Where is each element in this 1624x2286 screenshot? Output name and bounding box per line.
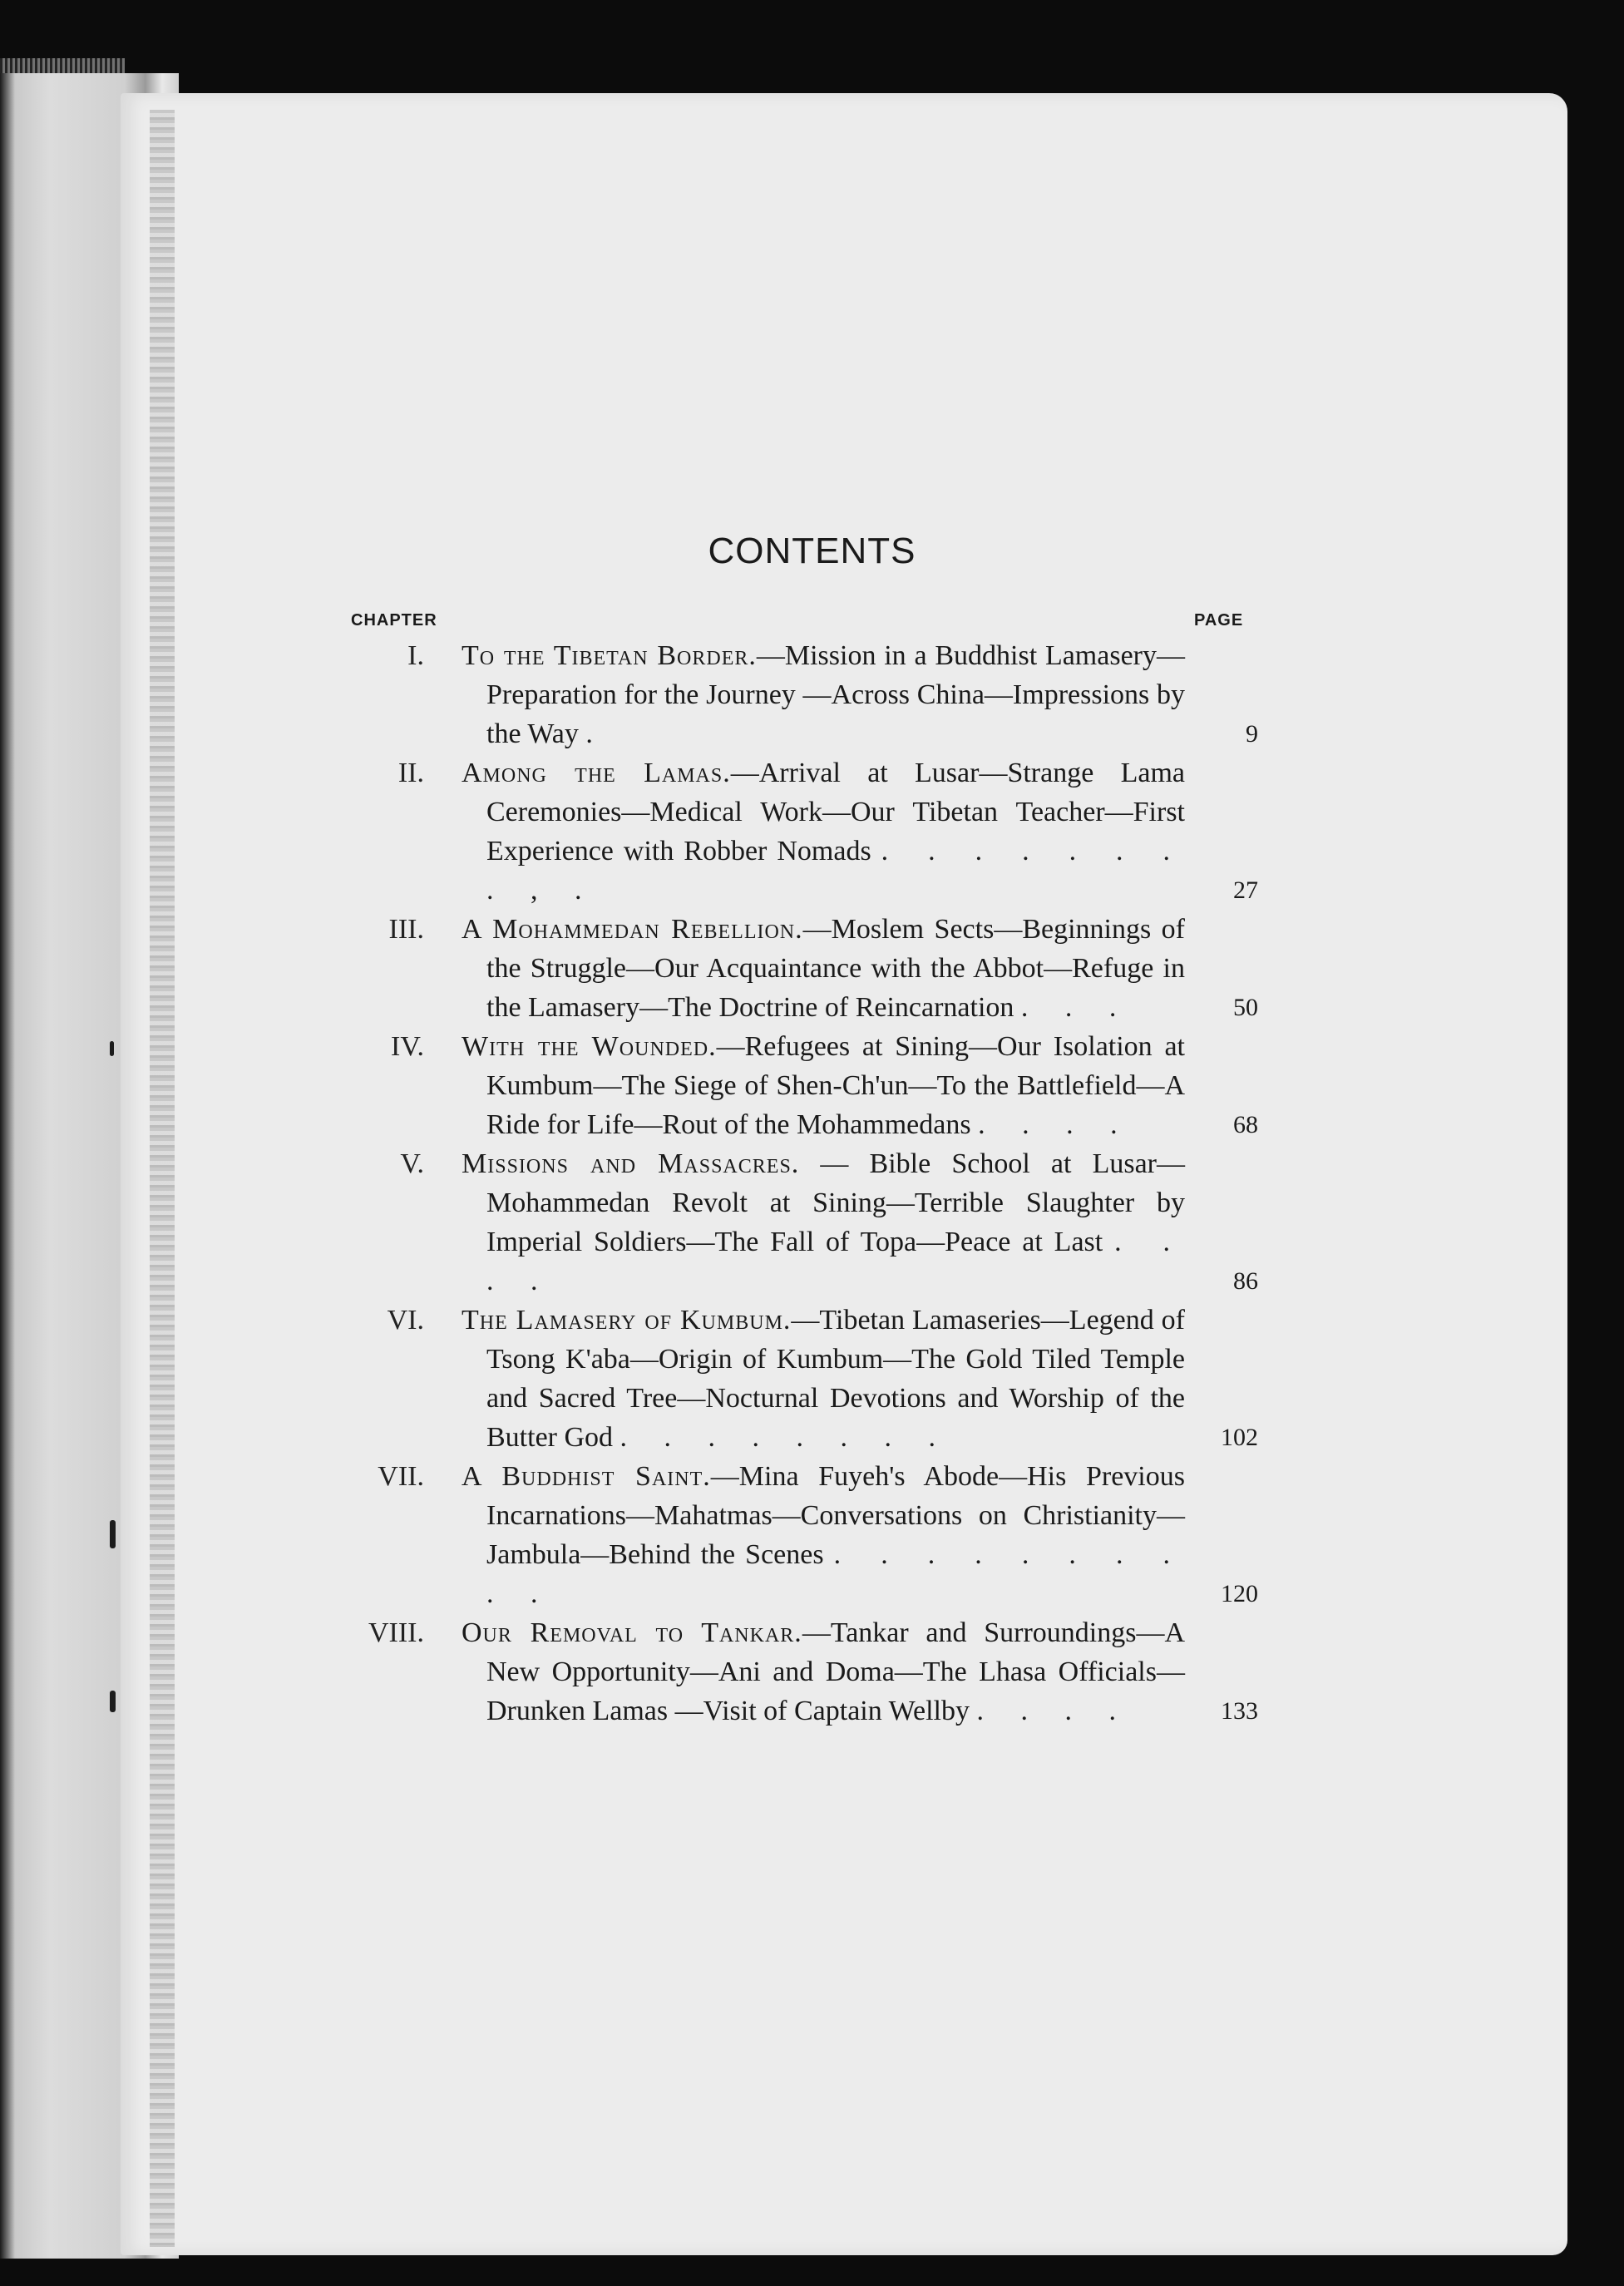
toc-entry [0, 636, 1624, 753]
dot-leader: . . . . [978, 1109, 1133, 1140]
chapter-summary [462, 910, 1185, 1027]
chapter-heading: Our Removal to Tankar. [462, 1617, 802, 1648]
chapter-heading: With the Wounded. [462, 1031, 717, 1062]
chapter-number: V. [400, 1148, 424, 1179]
chapter-topics: —Mission in a Buddhist Lamasery—Preparation for the Journey —Across China—Impressions by the Way [486, 640, 1185, 749]
chapter-heading: The Lamasery of Kumbum. [462, 1305, 792, 1336]
chapter-summary [462, 1613, 1185, 1731]
page-number: 120 [1221, 1580, 1258, 1607]
chapter-summary [462, 636, 1185, 753]
chapter-heading: To the Tibetan Border. [462, 640, 757, 671]
chapter-topics: —Tibetan Lamaseries—Legend of Tsong K'aba—Origin of Kumbum—The Gold Tiled Temple and Sacred Tree—Nocturnal Devotions and Worship of the Butter God [486, 1305, 1185, 1453]
chapter-topics: —Refugees at Sining—Our Isolation at Kumbum—The Siege of Shen-Ch'un—To the Battlefield—A Ride for Life—Rout of the Mohammedans [486, 1031, 1185, 1140]
toc-entry [0, 1301, 1624, 1457]
chapter-summary [462, 1144, 1185, 1301]
page-number: 133 [1221, 1697, 1258, 1725]
toc-entry [0, 910, 1624, 1027]
dot-leader: . . . . . . . . , . [486, 836, 1186, 906]
chapter-number: IV. [391, 1031, 424, 1062]
page-number: 86 [1233, 1267, 1258, 1295]
chapter-heading: Missions and Massacres. [462, 1148, 800, 1179]
toc-entry [0, 1457, 1624, 1613]
toc-entry [0, 753, 1624, 910]
dot-leader: . . . . [486, 1227, 1186, 1296]
dot-leader: . . . . [976, 1696, 1131, 1726]
chapter-heading: A Mohammedan Rebellion. [462, 914, 803, 945]
toc-entry [0, 1027, 1624, 1144]
page-number: 27 [1233, 876, 1258, 904]
chapter-summary [462, 1301, 1185, 1457]
chapter-number: VIII. [368, 1617, 424, 1648]
chapter-topics: —Mina Fuyeh's Abode—His Previous Incarnations—Mahatmas—Conversations on Christianity—Jambula—Behind the Scenes [486, 1461, 1185, 1570]
dot-leader: . . . . . . . . [619, 1422, 951, 1453]
chapter-topics: —Tankar and Surroundings—A New Opportunity—Ani and Doma—The Lhasa Officials—Drunken Lamas —Visit of Captain Wellby [486, 1617, 1185, 1726]
chapter-heading: Among the Lamas. [462, 758, 731, 788]
chapter-column-header: CHAPTER [351, 611, 437, 630]
chapter-summary [462, 1027, 1185, 1144]
chapter-topics: —Arrival at Lusar—Strange Lama Ceremonies—Medical Work—Our Tibetan Teacher—First Experience with Robber Nomads [486, 758, 1186, 867]
toc-entry [0, 1144, 1624, 1301]
chapter-number: II. [397, 758, 424, 788]
page-column-header: PAGE [1194, 611, 1244, 630]
toc-entry [0, 1613, 1624, 1731]
chapter-number: III. [388, 914, 424, 945]
page-title: CONTENTS [708, 531, 916, 571]
chapter-number: VI. [387, 1305, 424, 1336]
chapter-topics: — Bible School at Lusar—Mohammedan Revolt at Sining—Terrible Slaughter by Imperial Soldiers—The Fall of Topa—Peace at Last [486, 1148, 1185, 1257]
table-of-contents [0, 636, 1624, 1731]
dot-leader: . . . [1020, 992, 1132, 1023]
chapter-topics: —Moslem Sects—Beginnings of the Struggle—Our Acquaintance with the Abbot—Refuge in the Lamasery—The Doctrine of Reincarnation [486, 914, 1185, 1023]
chapter-number: I. [407, 640, 424, 671]
page-number: 50 [1233, 994, 1258, 1021]
chapter-summary [462, 1457, 1185, 1613]
dot-leader: . [585, 718, 608, 749]
page-number: 102 [1221, 1424, 1258, 1451]
page-number: 9 [1246, 720, 1258, 748]
chapter-number: VII. [378, 1461, 424, 1492]
dot-leader: . . . . . . . . . . [486, 1539, 1186, 1609]
page-number: 68 [1233, 1111, 1258, 1138]
chapter-heading: A Buddhist Saint. [462, 1461, 711, 1492]
chapter-summary [462, 753, 1185, 910]
